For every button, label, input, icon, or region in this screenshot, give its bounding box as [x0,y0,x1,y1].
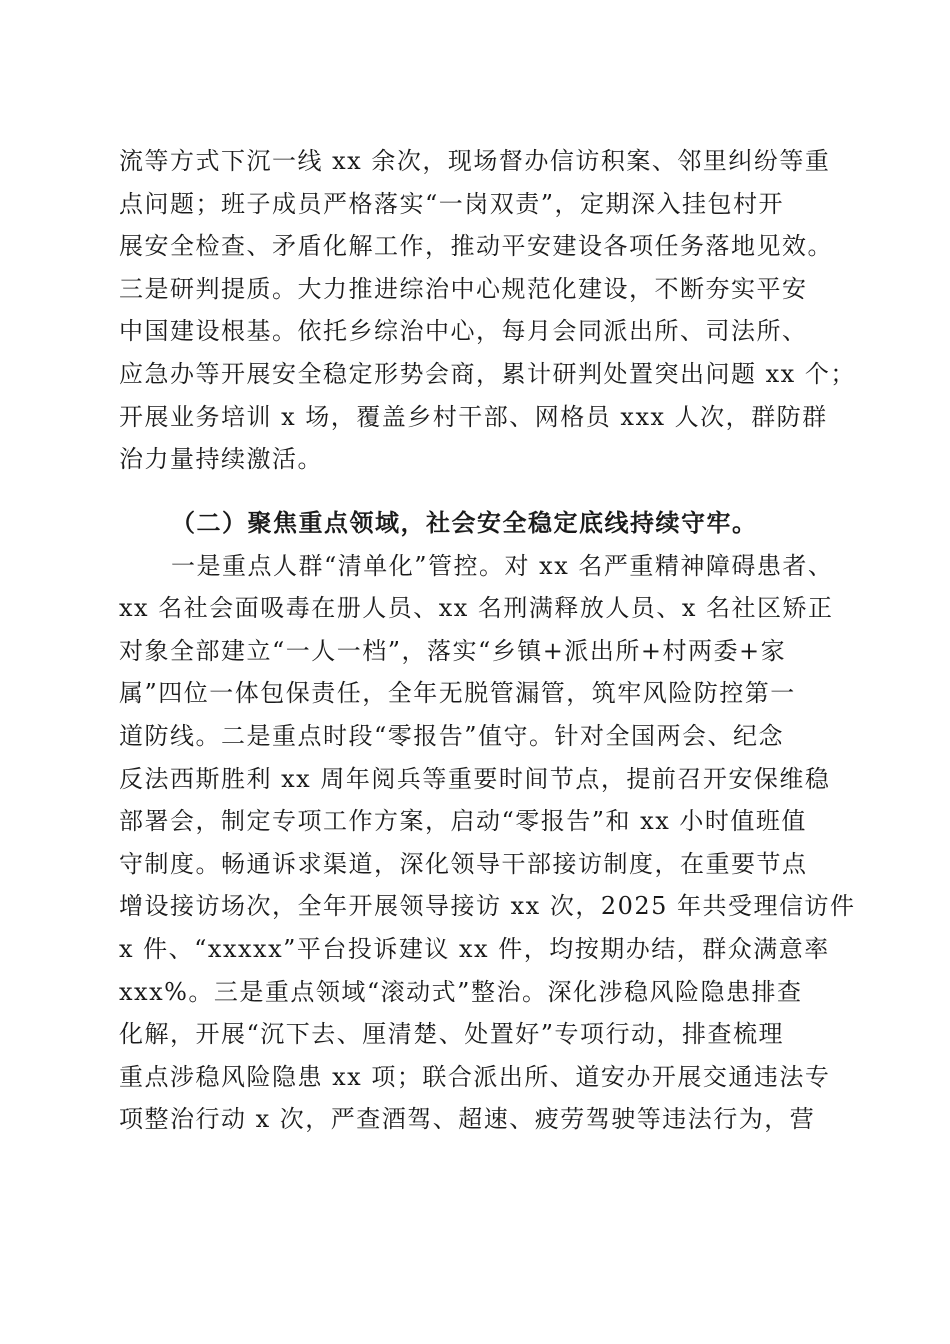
text-line: 点问题；班子成员严格落实“一岗双责”，定期深入挂包村开 [119,189,785,218]
text-line: 项整治行动 x 次，严查酒驾、超速、疲劳驾驶等违法行为，营 [119,1105,816,1134]
text-line: 道防线。二是重点时段“零报告”值守。针对全国两会、纪念 [119,721,785,750]
text-line: 三是研判提质。大力推进综治中心规范化建设，不断夯实平安 [119,274,808,303]
section-two [119,502,856,1141]
text-line: xx 名社会面吸毒在册人员、xx 名刑满释放人员、x 名社区矫正 [119,594,834,623]
text-line: 对象全部建立“一人一档”，落实“乡镇+派出所+村两委+家 [119,636,787,665]
text-line: 开展业务培训 x 场，覆盖乡村干部、网格员 xxx 人次，群防群 [119,402,828,431]
section-heading: （二）聚焦重点领域，社会安全稳定底线持续守牢。 [171,508,758,537]
text-line: 重点涉稳风险隐患 xx 项；联合派出所、道安办开展交通违法专 [119,1062,831,1091]
text-line: 展安全检查、矛盾化解工作，推动平安建设各项任务落地见效。 [119,232,833,261]
text-line: 应急办等开展安全稳定形势会商，累计研判处置突出问题 xx 个； [119,359,856,388]
text-line: 一是重点人群“清单化”管控。对 xx 名严重精神障碍患者、 [171,551,834,580]
paragraph-continuation [119,140,856,481]
text-line: 流等方式下沉一线 xx 余次，现场督办信访积案、邻里纠纷等重 [119,147,831,175]
text-line: 守制度。畅通诉求渠道，深化领导干部接访制度，在重要节点 [119,849,808,878]
text-line: 属”四位一体包保责任，全年无脱管漏管，筑牢风险防控第一 [119,679,796,708]
text-line: 部署会，制定专项工作方案，启动“零报告”和 xx 小时值班值 [119,807,807,836]
text-line: xxx%。三是重点领域“滚动式”整治。深化涉稳风险隐患排查 [119,977,803,1006]
text-line: 治力量持续激活。 [119,445,323,474]
text-line: 反法西斯胜利 xx 周年阅兵等重要时间节点，提前召开安保维稳 [119,764,831,793]
text-line: x 件、“xxxxx”平台投诉建议 xx 件，均按期办结，群众满意率 [119,934,830,963]
text-line: 中国建设根基。依托乡综治中心，每月会同派出所、司法所、 [119,317,808,346]
text-line: 增设接访场次，全年开展领导接访 xx 次，2025 年共受理信访件 [119,892,856,921]
text-line: 化解，开展“沉下去、厘清楚、处置好”专项行动，排查梳理 [119,1020,785,1049]
